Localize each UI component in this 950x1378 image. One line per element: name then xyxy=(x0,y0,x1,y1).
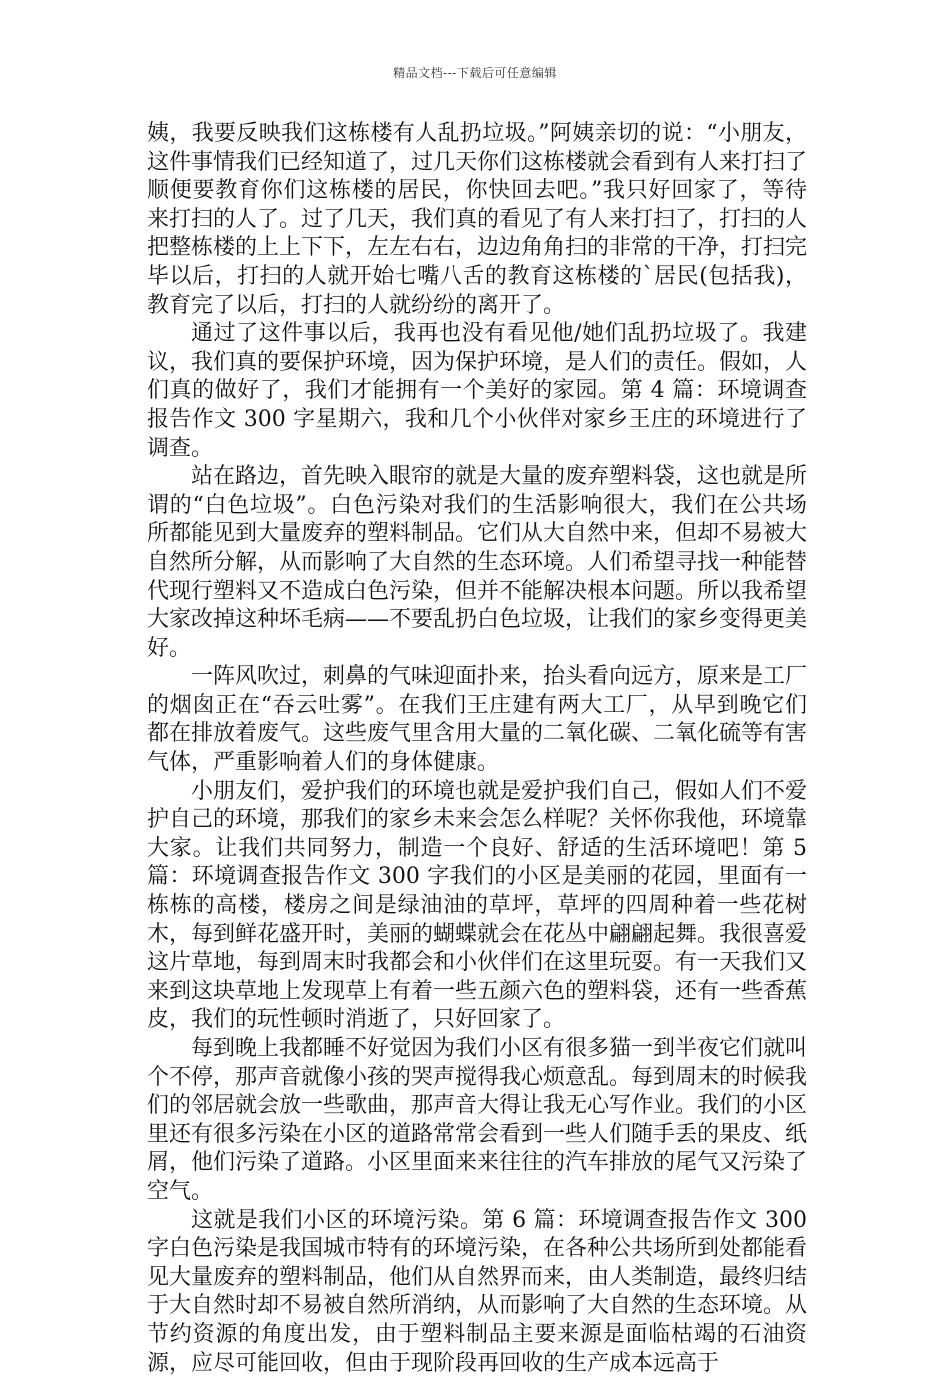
paragraph: 这就是我们小区的环境污染。第 6 篇：环境调查报告作文 300 字白色污染是我国城市特有的环境污染，在各种公共场所到处都能看见大量废弃的塑料制品，他们从自然界而来，由人类制造，最终归结于大自然时却不易被自然所消纳，从而影响了大自然的生态环境。从节约资源的角度出发，由于塑料制品主要来源是面临枯竭的石油资源，应尽可能回收，但由于现阶段再回收的生产成本远高于 xyxy=(147,1207,808,1376)
page-header: 精品文档---下载后可任意编辑 xyxy=(393,66,557,80)
paragraph: 每到晚上我都睡不好觉因为我们小区有很多猫一到半夜它们就叫个不停，那声音就像小孩的哭声搅得我心烦意乱。每到周末的时候我们的邻居就会放一些歌曲，那声音大得让我无心写作业。我们的小区里还有很多污染在小区的道路常常会看到一些人们随手丢的果皮、纸屑，他们污染了道路。小区里面来来往往的汽车排放的尾气又污染了空气。 xyxy=(147,1036,808,1204)
paragraph: 通过了这件事以后，我再也没有看见他/她们乱扔垃圾了。我建议，我们真的要保护环境，因为保护环境，是人们的责任。假如，人们真的做好了，我们才能拥有一个美好的家园。第 4 篇：环境调查报告作文 300 字星期六，我和几个小伙伴对家乡王庄的环境进行了调查。 xyxy=(147,321,808,461)
paragraph: 小朋友们，爱护我们的环境也就是爱护我们自己，假如人们不爱护自己的环境，那我们的家乡未来会怎么样呢？关怀你我他，环境靠大家。让我们共同努力，制造一个良好、舒适的生活环境吧！第 5 篇：环境调查报告作文 300 字我们的小区是美丽的花园，里面有一栋栋的高楼，楼房之间是绿油油的草坪，草坪的四周种着一些花树木，每到鲜花盛开时，美丽的蝴蝶就会在花丛中翩翩起舞。我很喜爱这片草地，每到周末时我都会和小伙伴们在这里玩耍。有一天我们又来到这块草地上发现草上有着一些五颜六色的塑料袋，还有一些香蕉皮，我们的玩性顿时消逝了，只好回家了。 xyxy=(147,778,808,1033)
paragraph: 一阵风吹过，刺鼻的气味迎面扑来，抬头看向远方，原来是工厂的烟囱正在“吞云吐雾”。在我们王庄建有两大工厂，从早到晚它们都在排放着废气。这些废气里含用大量的二氧化碳、二氧化硫等有害气体，严重影响着人们的身体健康。 xyxy=(147,664,808,776)
paragraph: 姨，我要反映我们这栋楼有人乱扔垃圾。”阿姨亲切的说：“小朋友，这件事情我们已经知道了，过几天你们这栋楼就会看到有人来打扫了顺便要教育你们这栋楼的居民，你快回去吧。”我只好回家了，等待来打扫的人了。过了几天，我们真的看见了有人来打扫了，打扫的人把整栋楼的上上下下，左左右右，边边角角扫的非常的干净，打扫完毕以后，打扫的人就开始七嘴八舌的教育这栋楼的`居民(包括我)，教育完了以后，打扫的人就纷纷的离开了。 xyxy=(147,121,808,318)
paragraph: 站在路边，首先映入眼帘的就是大量的废弃塑料袋，这也就是所谓的“白色垃圾”。白色污染对我们的生活影响很大，我们在公共场所都能见到大量废弃的塑料制品。它们从大自然中来，但却不易被大自然所分解，从而影响了大自然的生态环境。人们希望寻找一种能替代现行塑料又不造成白色污染，但并不能解决根本问题。所以我希望大家改掉这种坏毛病——不要乱扔白色垃圾，让我们的家乡变得更美好。 xyxy=(147,464,808,661)
document-body xyxy=(147,120,807,1378)
